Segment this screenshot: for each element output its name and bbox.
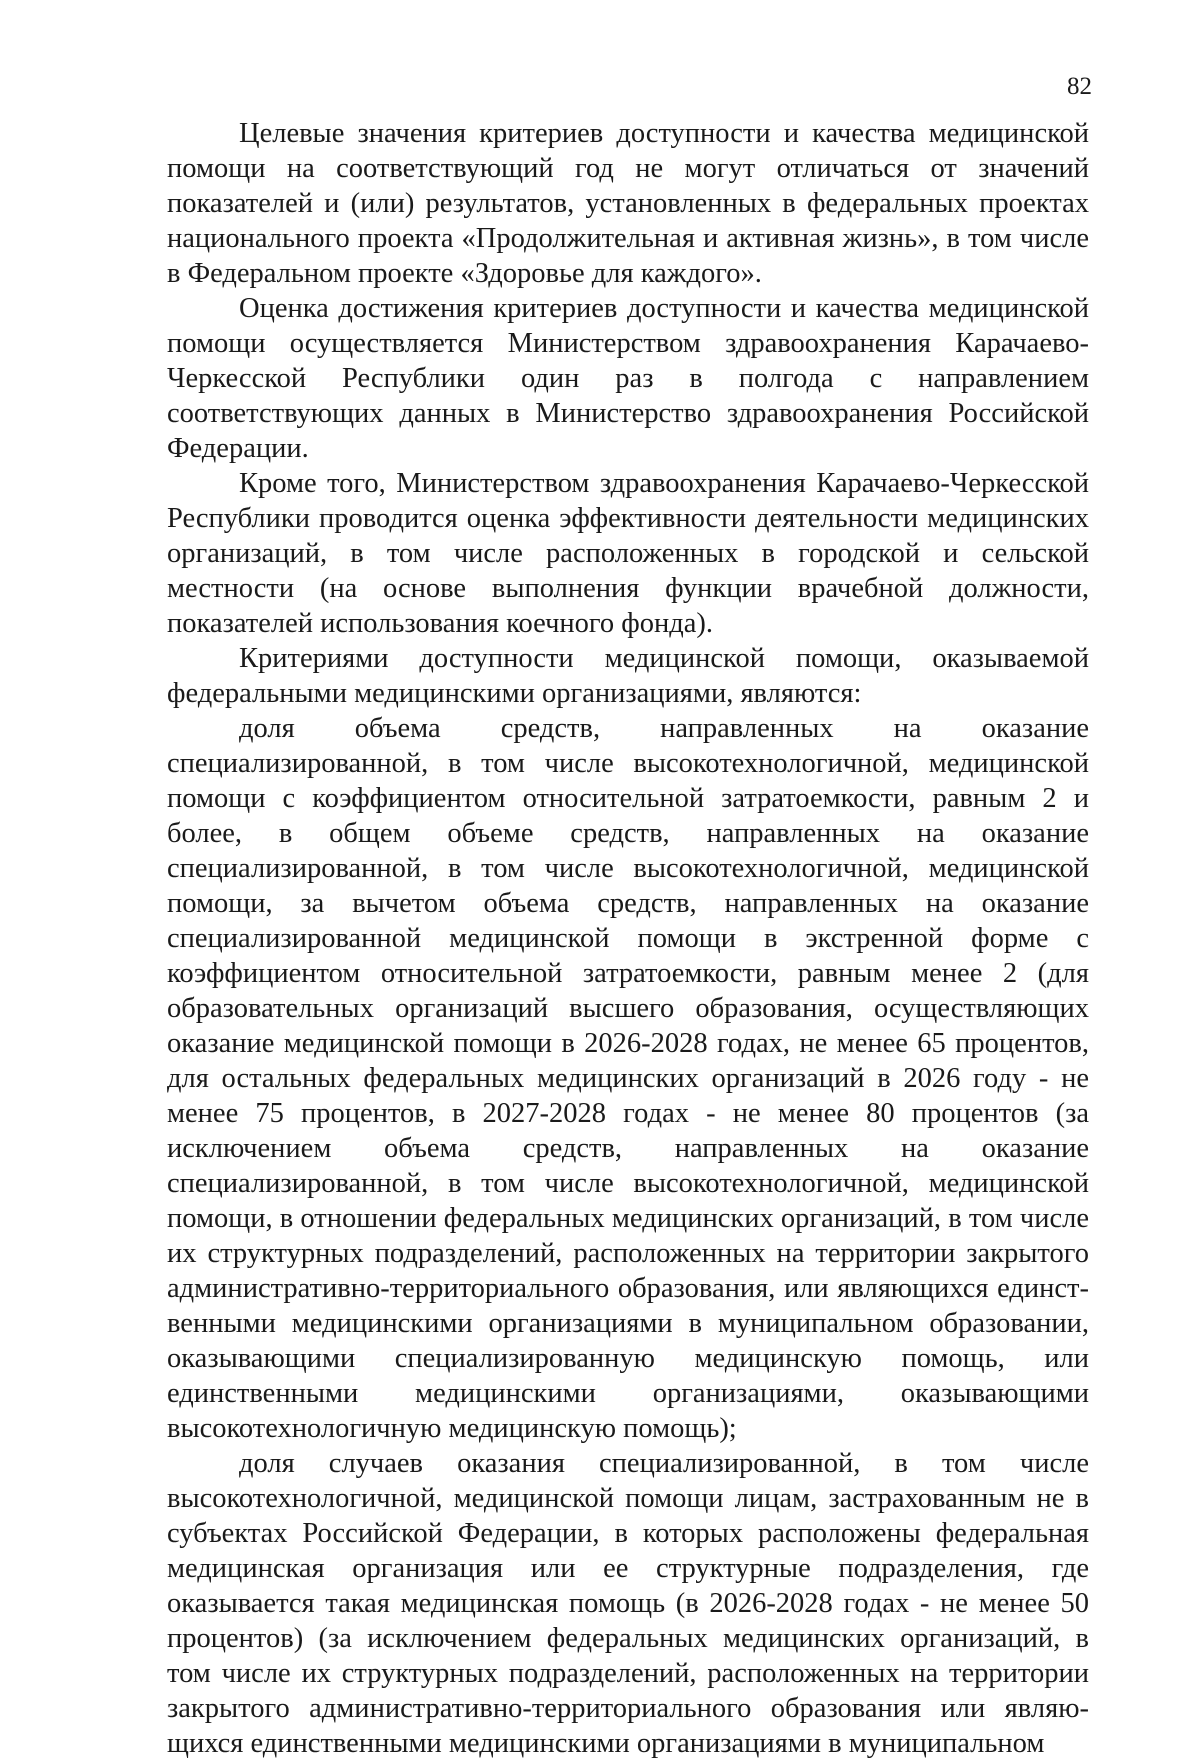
- paragraph-efficiency-evaluation: Кроме того, Министерством здравоохранения Карачаево-Черкесской Республики проводится оценка эффективности деятельности медицинских организаций, в том числе расположенных в городской и сельской местности (на основе выполнения функции врачебной должности, показателей использования коечного фонда).: [167, 468, 1089, 639]
- paragraph-funding-share: доля объема средств, направленных на оказание специализированной, в том числе высокотехнологичной, медицинской помощи с коэффициентом относительной затратоемкости, равным 2 и более, в общем объеме средств, направленных на оказание специализированной, в том числе высокотехнологичной, медицинской помощи, за вычетом объема средств, направленных на оказание специализированной медицинской помощи в экстренной форме с коэффициентом относительной затратоемкости, равным менее 2 (для образовательных организаций высшего образования, осуществляющих оказание медицинской помощи в 2026-2028 годах, не менее 65 процентов, для остальных федеральных медицинских организаций в 2026 году - не менее 75 процентов, в 2027-2028 годах - не менее 80 процентов (за исключением объема средств, направленных на оказание специализированной, в том числе высокотехнологичной, медицинской помощи, в отношении федеральных медицинских организаций, в том числе их структурных подразделений, расположенных на территории закрытого административно-территориального образования, или являющихся единственными медицинскими организациями в муниципальном образовании, оказывающими специализированную медицинскую помощь, или единственными медицинскими организациями, оказывающими высокотехнологичную медицинскую помощь);: [167, 713, 1089, 1444]
- paragraph-cases-share: доля случаев оказания специализированной, в том числе высокотехнологичной, медицинской помощи лицам, застрахованным не в субъектах Российской Федерации, в которых расположены федеральная медицинская организация или ее структурные подразделения, где оказывается такая медицинская помощь (в 2026-2028 годах - не менее 50 процентов) (за исключением федеральных медицинских организаций, в том числе их структурных подразделений, расположенных на территории закрытого административно-территориального образования или являющихся единственными медицинскими организациями в муниципальном: [167, 1448, 1089, 1759]
- paragraph-assessment: Оценка достижения критериев доступности и качества медицинской помощи осуществляется Министерством здравоохранения Карачаево-Черкесской Республики один раз в полгода с направлением соответствующих данных в Министерство здравоохранения Российской Федерации.: [167, 293, 1089, 464]
- page-number: 82: [1067, 73, 1092, 100]
- document-body: [167, 116, 1089, 1761]
- paragraph-target-values: Целевые значения критериев доступности и качества медицинской помощи на соответствующий год не могут отличаться от значений показателей и (или) результатов, установленных в федеральных проектах национального проекта «Продолжительная и активная жизнь», в том числе в Федеральном проекте «Здоровье для каждого».: [167, 118, 1089, 289]
- paragraph-criteria-intro: Критериями доступности медицинской помощи, оказываемой федеральными медицинскими организациями, являются:: [167, 643, 1089, 709]
